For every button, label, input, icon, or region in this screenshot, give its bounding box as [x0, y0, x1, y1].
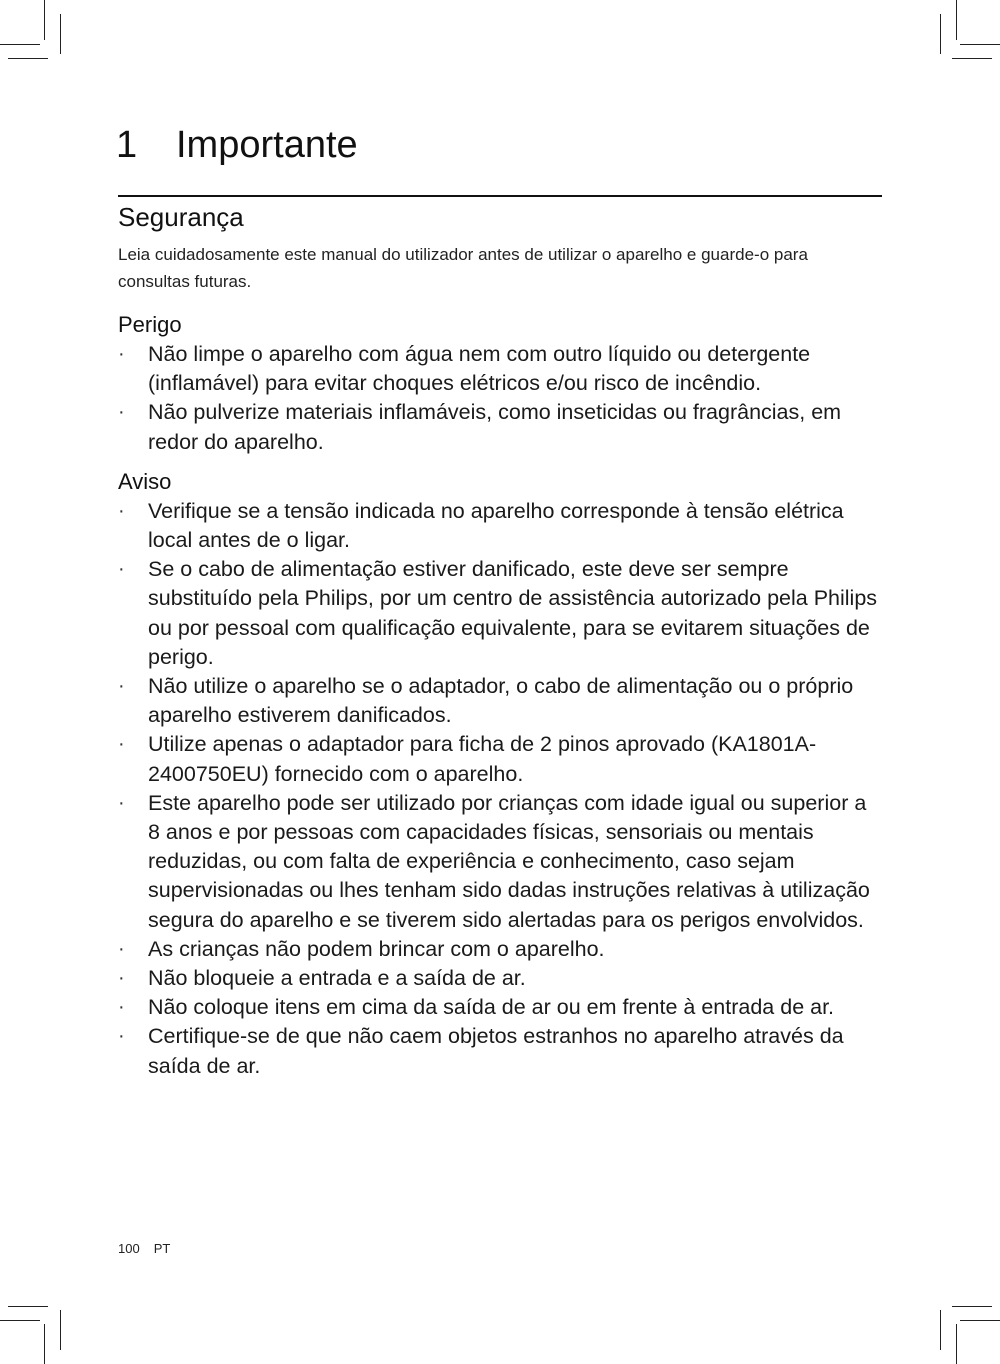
list-item: · Não coloque itens em cima da saída de ar ou em frente à entrada de ar.: [118, 993, 882, 1022]
list-item: · Este aparelho pode ser utilizado por crianças com idade igual ou superior a 8 anos e por pessoas com capacidades físicas, sensoriais ou mentais reduzidas, ou com falta de experiência e conhecimento, caso sejam supervisionadas ou lhes tenham sido dadas instruções relativas à utilização segura do aparelho e se tiverem sido alertadas para os perigos envolvidos.: [118, 789, 882, 935]
intro-paragraph: Leia cuidadosamente este manual do utilizador antes de utilizar o aparelho e guarde-o para consultas futuras.: [118, 245, 808, 291]
section-title: Segurança: [118, 202, 244, 232]
list-item: · Não pulverize materiais inflamáveis, como inseticidas ou fragrâncias, em redor do aparelho.: [118, 398, 882, 456]
crop-mark: [0, 1320, 40, 1321]
list-item: · Utilize apenas o adaptador para ficha de 2 pinos aprovado (KA1801A-2400750EU) fornecido com o aparelho.: [118, 730, 882, 788]
crop-mark: [960, 1320, 1000, 1321]
page-number: 100: [118, 1241, 140, 1256]
warning-list: [118, 497, 882, 1081]
crop-mark: [960, 44, 1000, 45]
crop-mark: [60, 14, 61, 54]
crop-mark: [940, 1310, 941, 1350]
list-item: · Não bloqueie a entrada e a saída de ar.: [118, 964, 882, 993]
document-body: [118, 200, 882, 1091]
chapter-number: 1: [116, 124, 138, 166]
danger-list: [118, 340, 882, 457]
section-divider: [118, 195, 882, 197]
chapter-heading: [116, 122, 358, 168]
language-code: PT: [153, 1241, 171, 1256]
crop-mark: [952, 58, 992, 59]
list-item: · Não limpe o aparelho com água nem com outro líquido ou detergente (inflamável) para evitar choques elétricos e/ou risco de incêndio.: [118, 340, 882, 398]
warning-heading: Aviso: [118, 468, 172, 494]
chapter-title: Importante: [176, 124, 358, 166]
crop-mark: [952, 1306, 992, 1307]
crop-mark: [8, 58, 48, 59]
crop-mark: [940, 14, 941, 54]
crop-mark: [44, 1324, 45, 1364]
crop-mark: [956, 1324, 957, 1364]
page-footer: [118, 1240, 170, 1258]
crop-mark: [60, 1310, 61, 1350]
list-item: · Verifique se a tensão indicada no aparelho corresponde à tensão elétrica local antes de o ligar.: [118, 497, 882, 555]
list-item: · As crianças não podem brincar com o aparelho.: [118, 935, 882, 964]
list-item: · Se o cabo de alimentação estiver danificado, este deve ser sempre substituído pela Philips, por um centro de assistência autorizado pela Philips ou por pessoal com qualificação equivalente, para se evitarem situações de perigo.: [118, 555, 882, 672]
crop-mark: [956, 0, 957, 40]
list-item: · Certifique-se de que não caem objetos estranhos no aparelho através da saída de ar.: [118, 1022, 882, 1080]
crop-mark: [8, 1306, 48, 1307]
crop-mark: [0, 44, 40, 45]
danger-heading: Perigo: [118, 312, 182, 337]
crop-mark: [44, 0, 45, 40]
list-item: · Não utilize o aparelho se o adaptador, o cabo de alimentação ou o próprio aparelho estiverem danificados.: [118, 672, 882, 730]
